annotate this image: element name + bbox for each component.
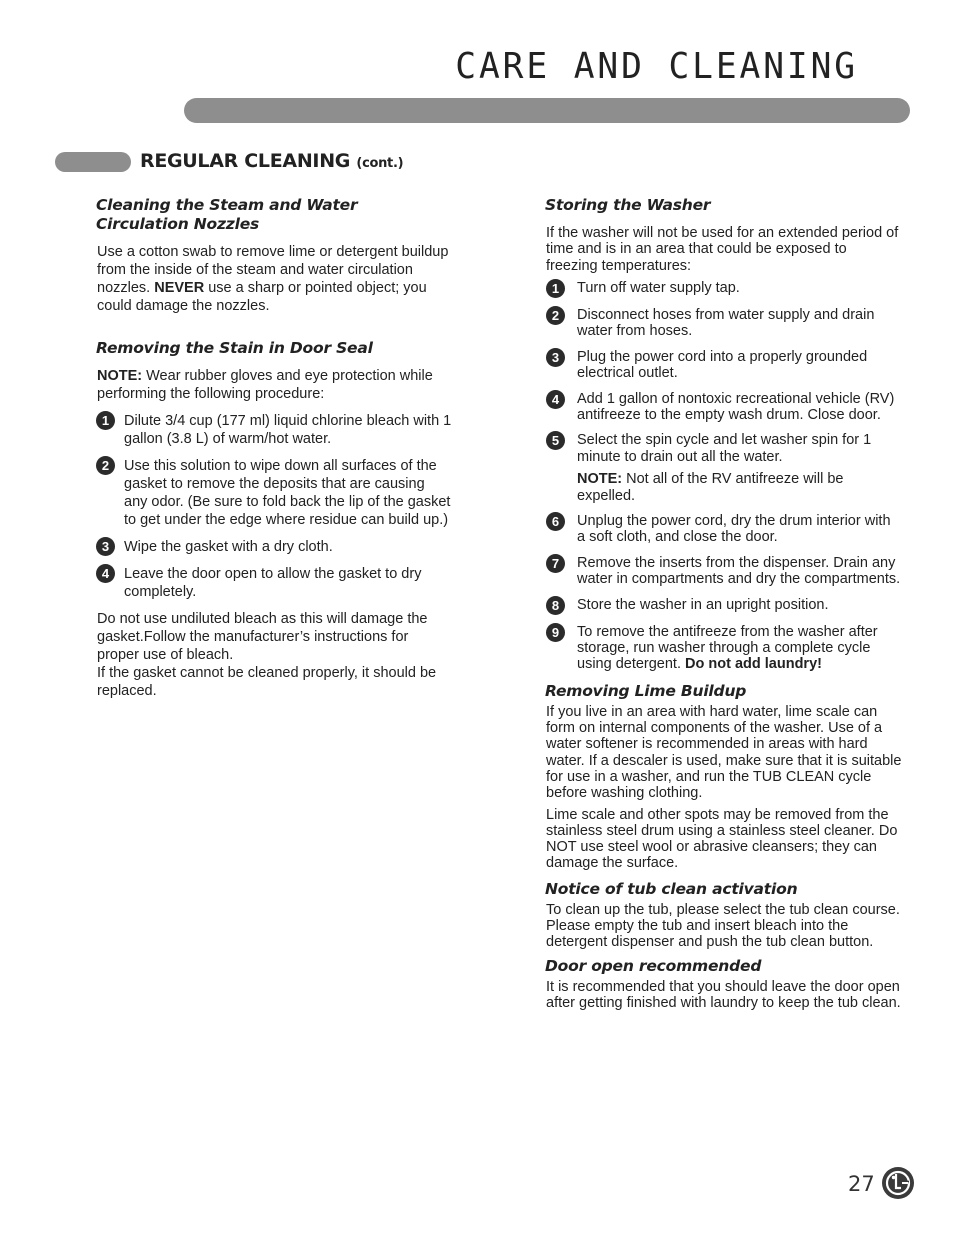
- step-text: Use this solution to wipe down all surfaces of the gasket to remove the deposits that are causing any odor. (Be sure to fold back the lip of the gasket to get under the edge where residue can build up.): [124, 458, 451, 528]
- seal-closing-2: If the gasket cannot be cleaned properly, it should be replaced.: [97, 665, 437, 699]
- page-title: CARE AND CLEANING: [455, 46, 858, 87]
- door-heading: Door open recommended: [545, 956, 762, 975]
- seal-step-4: [97, 565, 452, 601]
- step-9-text: To remove the antifreeze from the washer after storage, run washer through a complete cycle using detergent.: [577, 623, 878, 673]
- seal-note: [97, 367, 452, 403]
- seal-note-text: Wear rubber gloves and eye protection while performing the following procedure:: [97, 368, 433, 402]
- step-text: Plug the power cord into a properly grounded electrical outlet.: [577, 348, 868, 382]
- right-column: [546, 196, 902, 1011]
- seal-closing-1: Do not use undiluted bleach as this will damage the gasket.Follow the manufacturer’s instructions for proper use of bleach.: [97, 611, 428, 663]
- step-number-badge: 1: [96, 411, 115, 430]
- storing-step-5: [546, 432, 902, 504]
- storing-step-7: [546, 555, 902, 588]
- storing-step-2: [546, 307, 902, 340]
- step-text: Dilute 3/4 cup (177 ml) liquid chlorine bleach with 1 gallon (3.8 L) of warm/hot water.: [124, 413, 452, 447]
- seal-heading: Removing the Stain in Door Seal: [96, 339, 373, 357]
- section-title: [140, 150, 403, 172]
- seal-step-3: [97, 538, 452, 556]
- door-p1: It is recommended that you should leave the door open after getting finished with laundry to keep the tub clean.: [546, 978, 901, 1011]
- storing-intro: If the washer will not be used for an extended period of time and is in an area that could be exposed to freezing temperatures:: [546, 225, 899, 274]
- storing-step-8: [546, 597, 902, 615]
- step-number-badge: 1: [546, 279, 565, 298]
- step-number-badge: 7: [546, 554, 565, 573]
- step-text: [577, 432, 902, 504]
- step-number-badge: 4: [96, 564, 115, 583]
- step-text: Unplug the power cord, dry the drum interior with a soft cloth, and close the door.: [577, 512, 891, 546]
- step-number-badge: 8: [546, 596, 565, 615]
- lime-heading: Removing Lime Buildup: [545, 681, 747, 700]
- step-number-badge: 3: [96, 537, 115, 556]
- step-number-badge: 2: [96, 456, 115, 475]
- step-text: Leave the door open to allow the gasket to dry completely.: [124, 566, 422, 600]
- left-column: [97, 196, 452, 700]
- seal-step-2: [97, 457, 452, 529]
- step-9-bold: Do not add laundry!: [685, 656, 822, 673]
- step-number-badge: 6: [546, 512, 565, 531]
- storing-step-1: [546, 280, 902, 298]
- step-text: Wipe the gasket with a dry cloth.: [124, 539, 333, 555]
- section-title-text: REGULAR CLEANING: [140, 150, 351, 172]
- step-number-badge: 3: [546, 348, 565, 367]
- nozzles-body-bold: NEVER: [154, 280, 205, 296]
- storing-steps: [546, 280, 902, 673]
- step-text: Store the washer in an upright position.: [577, 596, 829, 613]
- seal-step-1: [97, 412, 452, 448]
- tub-p1: To clean up the tub, please select the tub clean course. Please empty the tub and insert bleach into the detergent dispenser and push the tub clean button.: [546, 901, 900, 951]
- step-text: Add 1 gallon of nontoxic recreational vehicle (RV) antifreeze to the empty wash drum. Close door.: [577, 390, 895, 423]
- seal-note-label: NOTE:: [97, 368, 143, 384]
- storing-step-3: [546, 349, 902, 382]
- lime-p1: If you live in an area with hard water, lime scale can form on internal components of the washer. Use of a water softener is recommended in areas with hard water. If a descaler is used, make sure that it is suitable for use in a washer, and run the TUB CLEAN cycle before washing clothing.: [546, 703, 902, 802]
- step-5-note-label: NOTE:: [577, 471, 623, 488]
- tub-heading: Notice of tub clean activation: [545, 879, 798, 898]
- step-text: Disconnect hoses from water supply and drain water from hoses.: [577, 306, 875, 340]
- step-text: Turn off water supply tap.: [577, 279, 740, 296]
- section-title-cont: (cont.): [356, 156, 404, 171]
- page-number: 27: [848, 1172, 875, 1196]
- nozzles-body-post: use a sharp or pointed object; you could damage the nozzles.: [97, 280, 427, 314]
- step-number-badge: 2: [546, 306, 565, 325]
- step-5-note-text: Not all of the RV antifreeze will be expelled.: [577, 471, 844, 504]
- storing-step-6: [546, 513, 902, 546]
- nozzles-heading: Cleaning the Steam and Water Circulation Nozzles: [96, 196, 358, 233]
- step-text: [577, 624, 902, 673]
- section-pill: [55, 152, 131, 172]
- step-number-badge: 4: [546, 390, 565, 409]
- step-number-badge: 9: [546, 623, 565, 642]
- title-bar: [184, 98, 910, 123]
- lime-p2: Lime scale and other spots may be removed from the stainless steel drum using a stainless steel cleaner. Do NOT use steel wool or abrasive cleansers; they can damage the surface.: [546, 806, 898, 872]
- seal-steps: [97, 412, 452, 601]
- step-5-note: [577, 471, 902, 504]
- storing-heading: Storing the Washer: [545, 196, 711, 214]
- step-text: Remove the inserts from the dispenser. Drain any water in compartments and dry the compartments.: [577, 554, 901, 588]
- storing-step-4: [546, 391, 902, 424]
- nozzles-body: [97, 243, 452, 315]
- lg-logo-icon: [881, 1166, 915, 1200]
- step-5-text: Select the spin cycle and let washer spin for 1 minute to drain out all the water.: [577, 432, 872, 465]
- step-number-badge: 5: [546, 431, 565, 450]
- nozzles-body-pre: Use a cotton swab to remove lime or detergent buildup from the inside of the steam and water circulation nozzles.: [97, 244, 449, 296]
- storing-step-9: [546, 624, 902, 673]
